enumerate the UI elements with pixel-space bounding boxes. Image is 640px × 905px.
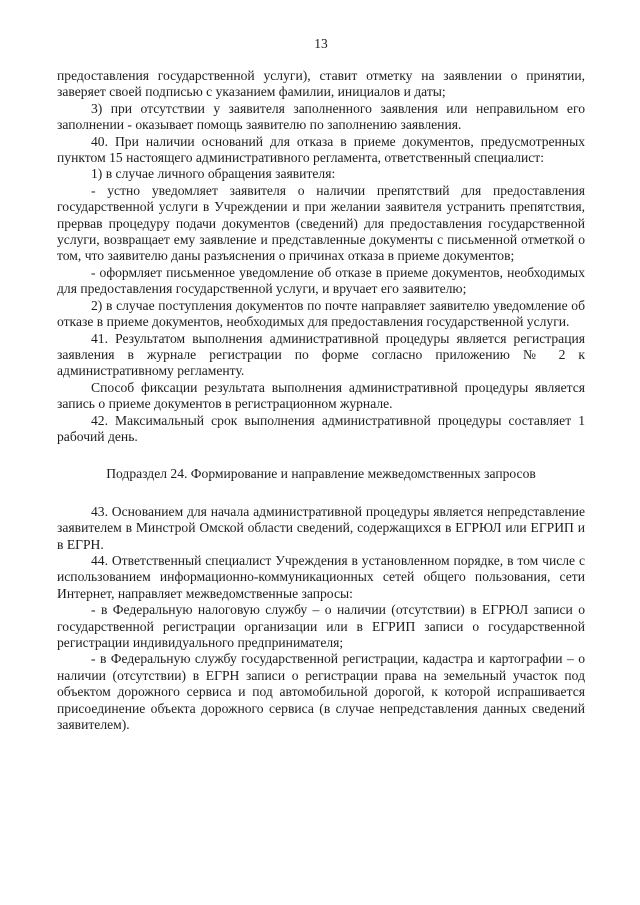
- subsection-title: Подраздел 24. Формирование и направление межведомственных запросов: [106, 466, 536, 482]
- paragraph-43: 43. Основанием для начала административной процедуры является непредставление заявителем в Минстрой Омской области сведений, содержащихся в ЕГРЮЛ или ЕГРИП и в ЕГРН.: [57, 503, 585, 552]
- paragraph-continuation: предоставления государственной услуги), ставит отметку на заявлении о принятии, заверяет своей подписью с указанием фамилии, инициалов и даты;: [57, 68, 585, 100]
- paragraph-bullet-oral-notice: - устно уведомляет заявителя о наличии препятствий для предоставления государственной услуги в Учреждении и при желании заявителя устранить препятствия, прервав процедуру подачи документов (сведений) для предоставления государственной услуги, возвращает ему заявление и представленные документы с письменной отметкой о том, что заявителю даны разъяснения о причинах отказа в приеме документов;: [57, 182, 585, 264]
- paragraph-bullet-written-notice: - оформляет письменное уведомление об отказе в приеме документов, необходимых для предоставления государственной услуги, и вручает его заявителю;: [57, 264, 585, 297]
- paragraph-item-1: 1) в случае личного обращения заявителя:: [91, 166, 336, 182]
- page-number: 13: [314, 36, 328, 51]
- paragraph-item-2: 2) в случае поступления документов по почте направляет заявителю уведомление об отказе в приеме документов, необходимых для предоставления государственной услуги.: [57, 297, 585, 330]
- paragraph-bullet-registration-service: - в Федеральную службу государственной регистрации, кадастра и картографии – о наличии (отсутствии) в ЕГРН записи о регистрации права на земельный участок под объектом дорожного сервиса и под автомобильной дорогой, к которой испрашивается присоединение объекта дорожного сервиса (в случае непредставления данных сведений заявителем).: [57, 651, 585, 733]
- paragraph-bullet-tax-service: - в Федеральную налоговую службу – о наличии (отсутствии) в ЕГРЮЛ записи о государственной регистрации организации или в ЕГРИП записи о государственной регистрации индивидуального предпринимателя;: [57, 602, 585, 650]
- paragraph-44: 44. Ответственный специалист Учреждения в установленном порядке, в том числе с использованием информационно-коммуникационных сетей общего пользования, сети Интернет, направляет межведомственные запросы:: [57, 552, 585, 601]
- paragraph-42: 42. Максимальный срок выполнения административной процедуры составляет 1 рабочий день.: [57, 412, 585, 444]
- paragraph-item-3: 3) при отсутствии у заявителя заполненного заявления или неправильном его заполнении - оказывает помощь заявителю по заполнению заявления.: [57, 100, 585, 133]
- paragraph-41: 41. Результатом выполнения административной процедуры является регистрация заявления в журнале регистрации по форме согласно приложению № 2 к административному регламенту.: [57, 330, 585, 379]
- document-page: [57, 0, 585, 905]
- paragraph-fixation-method: Способ фиксации результата выполнения административной процедуры является запись о приеме документов в регистрационном журнале.: [57, 379, 585, 412]
- paragraph-40: 40. При наличии оснований для отказа в приеме документов, предусмотренных пунктом 15 настоящего административного регламента, ответственный специалист:: [57, 133, 585, 166]
- document-body: [57, 68, 585, 733]
